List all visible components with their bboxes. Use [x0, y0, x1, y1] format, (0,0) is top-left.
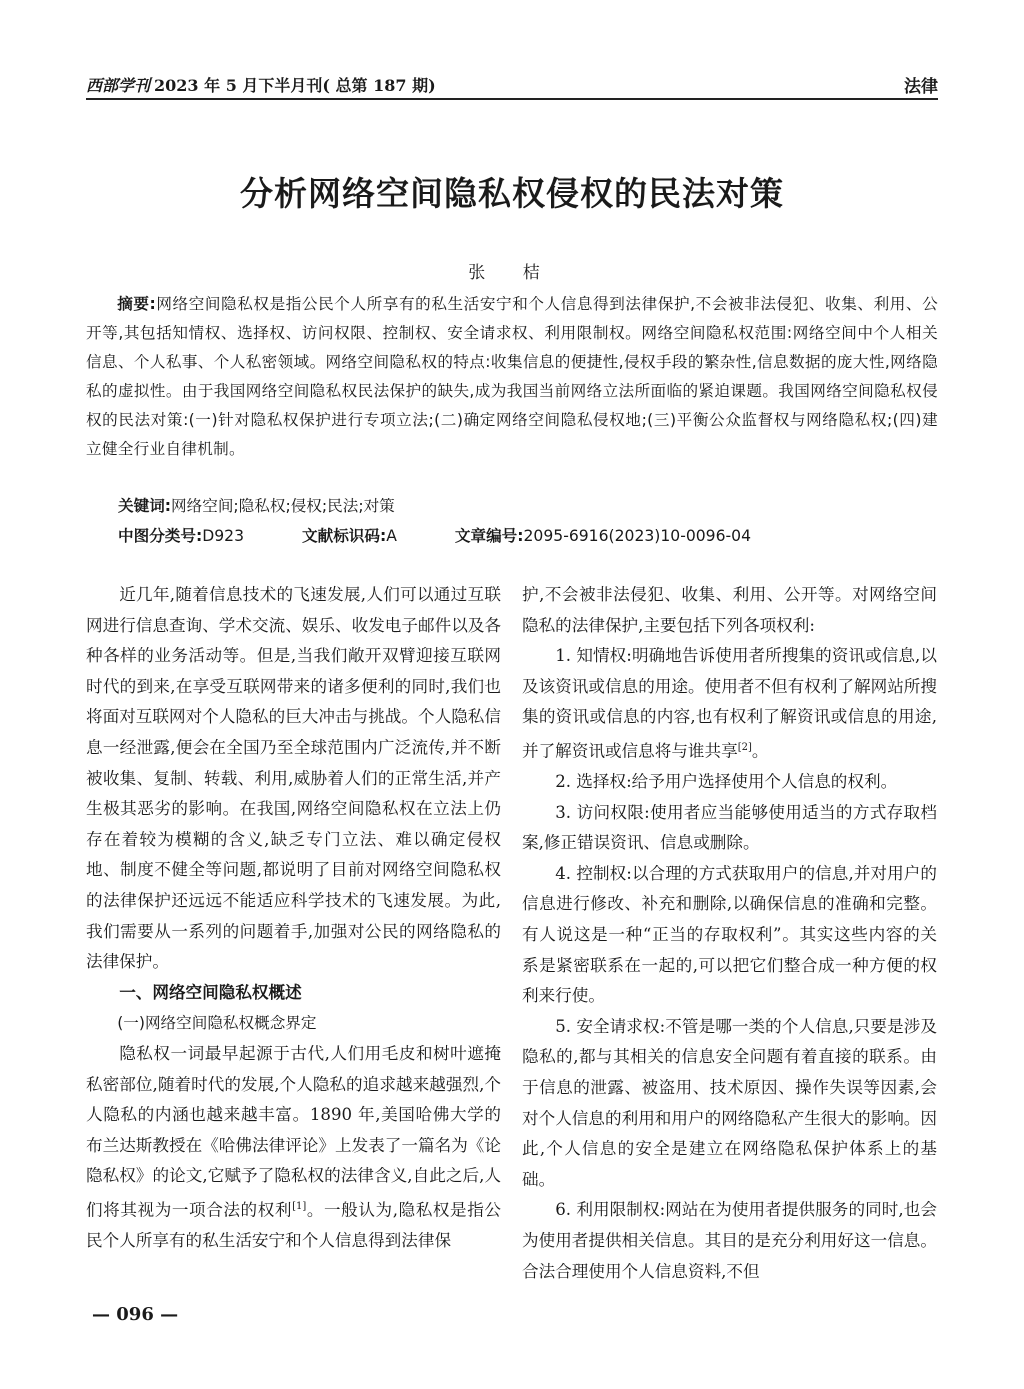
clc-number: [118, 524, 244, 546]
doc-value: A: [386, 527, 397, 545]
article-number: [455, 524, 751, 546]
citation-ref: [2]: [737, 741, 752, 753]
section-heading: 一、网络空间隐私权概述: [119, 982, 302, 1002]
author-name: 张 桔: [468, 263, 556, 283]
body-paragraph: 护,不会被非法侵犯、收集、利用、公开等。对网络空间隐私的法律保护,主要包括下列各项权利:: [522, 585, 937, 635]
body-paragraph: 6. 利用限制权:网站在为使用者提供服务的同时,也会为使用者提供相关信息。其目的是充分利用好这一信息。合法合理使用个人信息资料,不但: [522, 1200, 937, 1281]
doc-label: 文献标识码:: [302, 527, 387, 545]
art-value: 2095-6916(2023)10-0096-04: [523, 527, 751, 545]
paragraph-text: 隐私权一词最早起源于古代,人们用毛皮和树叶遮掩私密部位,随着时代的发展,个人隐私的追求越来越强烈,个人隐私的内涵也越来越丰富。1890 年,美国哈佛大学的布兰达斯教授在《哈佛法律评论》上发表了一篇名为《论隐私权》的论文,它赋予了隐私权的法律含义,自此之后,人们将其视为一项合法的权利: [86, 1043, 501, 1220]
keywords-text: 网络空间;隐私权;侵权;民法;对策: [171, 497, 395, 515]
abstract: [86, 290, 938, 464]
body-paragraph: 4. 控制权:以合理的方式获取用户的信息,并对用户的信息进行修改、补充和删除,以确保信息的准确和完整。有人说这是一种“正当的存取权利”。其实这些内容的关系是紧密联系在一起的,可以把它们整合成一种方便的权利来行使。: [522, 863, 937, 1006]
citation-ref: [1]: [292, 1200, 307, 1212]
body-paragraph: [86, 1039, 501, 1257]
keywords-label: 关键词:: [118, 497, 172, 515]
body-paragraph: [522, 641, 937, 767]
journal-issue: [86, 73, 436, 96]
section-label: 法律: [904, 76, 938, 97]
paragraph-text: 1. 知情权:明确地告诉使用者所搜集的资讯或信息,以及该资讯或信息的用途。使用者不但有权利了解网站所搜集的资讯或信息的内容,也有权利了解资讯或信息的用途,并了解资讯或信息将与谁共享: [522, 646, 937, 761]
body-paragraph: 2. 选择权:给予用户选择使用个人信息的权利。: [555, 772, 898, 792]
document-code: [302, 524, 397, 546]
body-paragraph: 5. 安全请求权:不管是哪一类的个人信息,只要是涉及隐私的,都与其相关的信息安全问题有着直接的联系。由于信息的泄露、被盗用、技术原因、操作失误等因素,会对个人信息的利用和用户的网络隐私产生很大的影响。因此,个人信息的安全是建立在网络隐私保护体系上的基础。: [522, 1016, 937, 1189]
right-column: [522, 580, 937, 1287]
abstract-label: 摘要:: [117, 295, 157, 313]
keywords: [118, 494, 395, 516]
classification-line: [118, 524, 751, 546]
page-number: — 096 —: [92, 1304, 179, 1325]
clc-label: 中图分类号:: [118, 527, 203, 545]
journal-logo: 西部学刊: [86, 75, 151, 95]
issue-text: 2023 年 5 月下半月刊( 总第 187 期): [154, 75, 436, 95]
abstract-text: 网络空间隐私权是指公民个人所享有的私生活安宁和个人信息得到法律保护,不会被非法侵犯、收集、利用、公开等,其包括知情权、选择权、访问权限、控制权、安全请求权、利用限制权。网络空间隐私权范围:网络空间中个人相关信息、个人私事、个人私密领域。网络空间隐私权的特点:收集信息的便捷性,侵权手段的繁杂性,信息数据的庞大性,网络隐私的虚拟性。由于我国网络空间隐私权民法保护的缺失,成为我国当前网络立法所面临的紧迫课题。我国网络空间隐私权侵权的民法对策:(一)针对隐私权保护进行专项立法;(二)确定网络空间隐私侵权地;(三)平衡公众监督权与网络隐私权;(四)建立健全行业自律机制。: [86, 295, 938, 458]
paragraph-text: 。: [751, 741, 769, 761]
subsection-heading: (一)网络空间隐私权概念界定: [117, 1014, 317, 1033]
clc-value: D923: [202, 527, 244, 545]
body-paragraph: 3. 访问权限:使用者应当能够使用适当的方式存取档案,修正错误资讯、信息或删除。: [522, 802, 937, 853]
body-paragraph: 近几年,随着信息技术的飞速发展,人们可以通过互联网进行信息查询、学术交流、娱乐、收发电子邮件以及各种各样的业务活动等。但是,当我们敞开双臂迎接互联网时代的到来,在享受互联网带来的诸多便利的同时,我们也将面对互联网对个人隐私的巨大冲击与挑战。个人隐私信息一经泄露,便会在全国乃至全球范围内广泛流传,并不断被收集、复制、转载、利用,威胁着人们的正常生活,并产生极其恶劣的影响。在我国,网络空间隐私权在立法上仍存在着较为模糊的含义,缺乏专门立法、难以确定侵权地、制度不健全等问题,都说明了目前对网络空间隐私权的法律保护还远远不能适应科学技术的飞速发展。为此,我们需要从一系列的问题着手,加强对公民的网络隐私的法律保护。: [86, 585, 501, 972]
paragraph-text: 。一般认为,隐私权是指公民个人所享有的私生活安宁和个人信息得到法律保: [86, 1200, 502, 1250]
running-header: [86, 70, 938, 100]
article-title: 分析网络空间隐私权侵权的民法对策: [240, 174, 784, 213]
art-label: 文章编号:: [454, 527, 524, 545]
left-column: [86, 580, 501, 1257]
